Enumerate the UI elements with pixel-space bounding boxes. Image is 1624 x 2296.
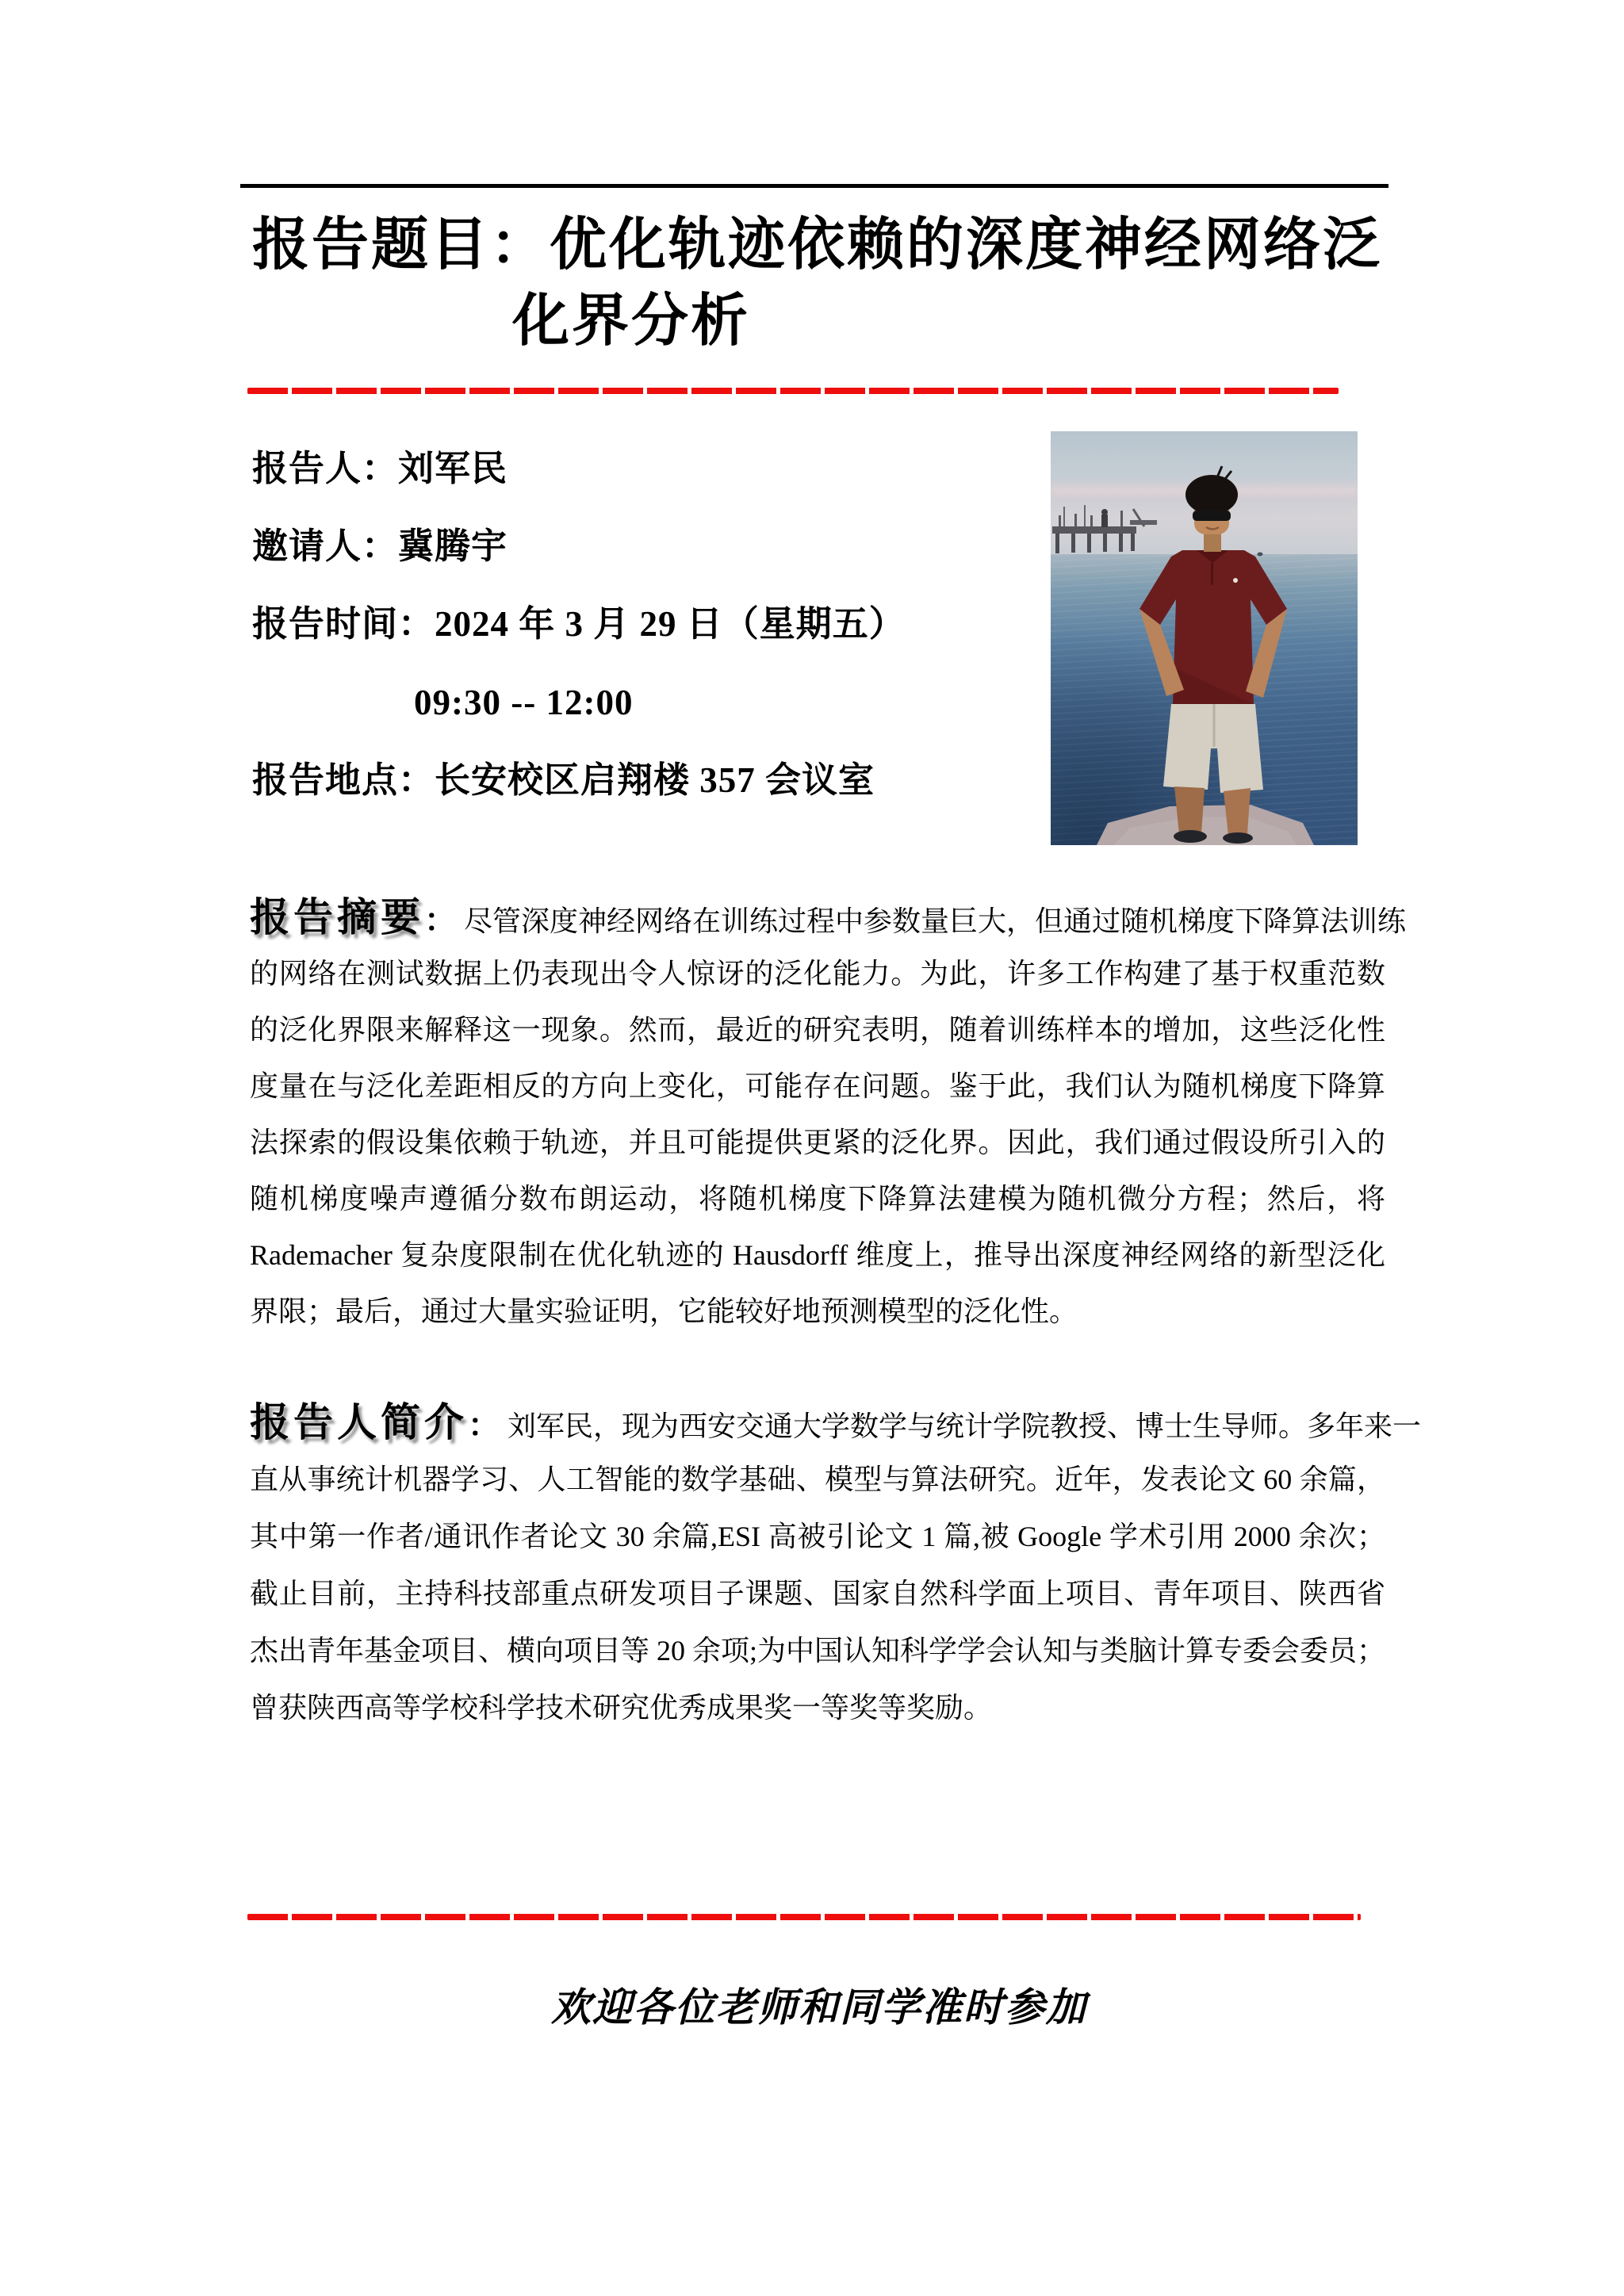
- bio-line: 直从事统计机器学习、人工智能的数学基础、模型与算法研究。近年，发表论文 60 余篇，: [250, 1464, 1385, 1495]
- bio-line: [250, 1394, 1422, 1451]
- abstract-heading-colon: ：: [424, 902, 456, 938]
- abstract-section: [250, 890, 1407, 1340]
- abstract-line: 的泛化界限来解释这一现象。然而，最近的研究表明，随着训练样本的增加，这些泛化性: [250, 1014, 1385, 1046]
- bio-line: 截止目前，主持科技部重点研发项目子课题、国家自然科学面上项目、青年项目、陕西省: [250, 1578, 1385, 1609]
- abstract-text: 尽管深度神经网络在训练过程中参数量巨大，但通过随机梯度下降算法训练: [464, 905, 1407, 937]
- speaker-figure: [1139, 466, 1287, 844]
- report-title-line2: 化界分析: [512, 289, 751, 353]
- time-row: 报告时间：2024 年 3 月 29 日（星期五）: [252, 604, 906, 644]
- bio-line: 其中第一作者/通讯作者论文 30 余篇,ESI 高被引论文 1 篇,被 Google 学术引用 2000 余次；: [250, 1521, 1385, 1552]
- abstract-line: 界限；最后，通过大量实验证明，它能较好地预测模型的泛化性。: [250, 1295, 1078, 1327]
- photo-figure-graphic: [1051, 431, 1358, 845]
- abstract-heading: 报告摘要: [250, 895, 424, 939]
- report-title-line1: 报告题目：优化轨迹依赖的深度神经网络泛: [252, 213, 1383, 277]
- speaker-photo: [1051, 431, 1358, 845]
- bio-line: 杰出青年基金项目、横向项目等 20 余项;为中国认知科学学会认知与类脑计算专委会委员；: [250, 1635, 1386, 1667]
- bio-line: 曾获陕西高等学校科学技术研究优秀成果奖一等奖等奖励。: [250, 1692, 993, 1724]
- abstract-line: Rademacher 复杂度限制在优化轨迹的 Hausdorff 维度上，推导出深度神经网络的新型泛化: [250, 1239, 1385, 1271]
- bio-heading-colon: ：: [468, 1407, 500, 1443]
- bio-text: 刘军民，现为西安交通大学数学与统计学院教授、博士生导师。多年来一: [508, 1410, 1422, 1442]
- abstract-line: [250, 890, 1407, 946]
- abstract-line: 法探索的假设集依赖于轨迹，并且可能提供更紧的泛化界。因此，我们通过假设所引入的: [250, 1127, 1385, 1158]
- abstract-line: 随机梯度噪声遵循分数布朗运动，将随机梯度下降算法建模为随机微分方程；然后，将: [250, 1183, 1385, 1215]
- bio-section: [250, 1394, 1422, 1736]
- venue-row: 报告地点：长安校区启翔楼 357 会议室: [252, 760, 875, 800]
- abstract-line: 度量在与泛化差距相反的方向上变化，可能存在问题。鉴于此，我们认为随机梯度下降算: [250, 1070, 1385, 1102]
- bio-heading: 报告人简介: [250, 1400, 468, 1445]
- top-rule: [240, 184, 1388, 188]
- speaker-row: 报告人：刘军民: [252, 449, 508, 488]
- abstract-line: 的网络在测试数据上仍表现出令人惊讶的泛化能力。为此，许多工作构建了基于权重范数: [250, 958, 1385, 989]
- red-dashed-divider-top: [247, 388, 1339, 394]
- time-range-row: 09:30 -- 12:00: [414, 683, 634, 722]
- inviter-row: 邀请人：冀腾宇: [252, 526, 508, 566]
- closing-invitation: 欢迎各位老师和同学准时参加: [551, 1985, 1087, 2030]
- swimmer-dot: [1258, 553, 1263, 557]
- red-dashed-divider-bottom: [247, 1914, 1361, 1920]
- pier-silhouette: [1052, 505, 1157, 553]
